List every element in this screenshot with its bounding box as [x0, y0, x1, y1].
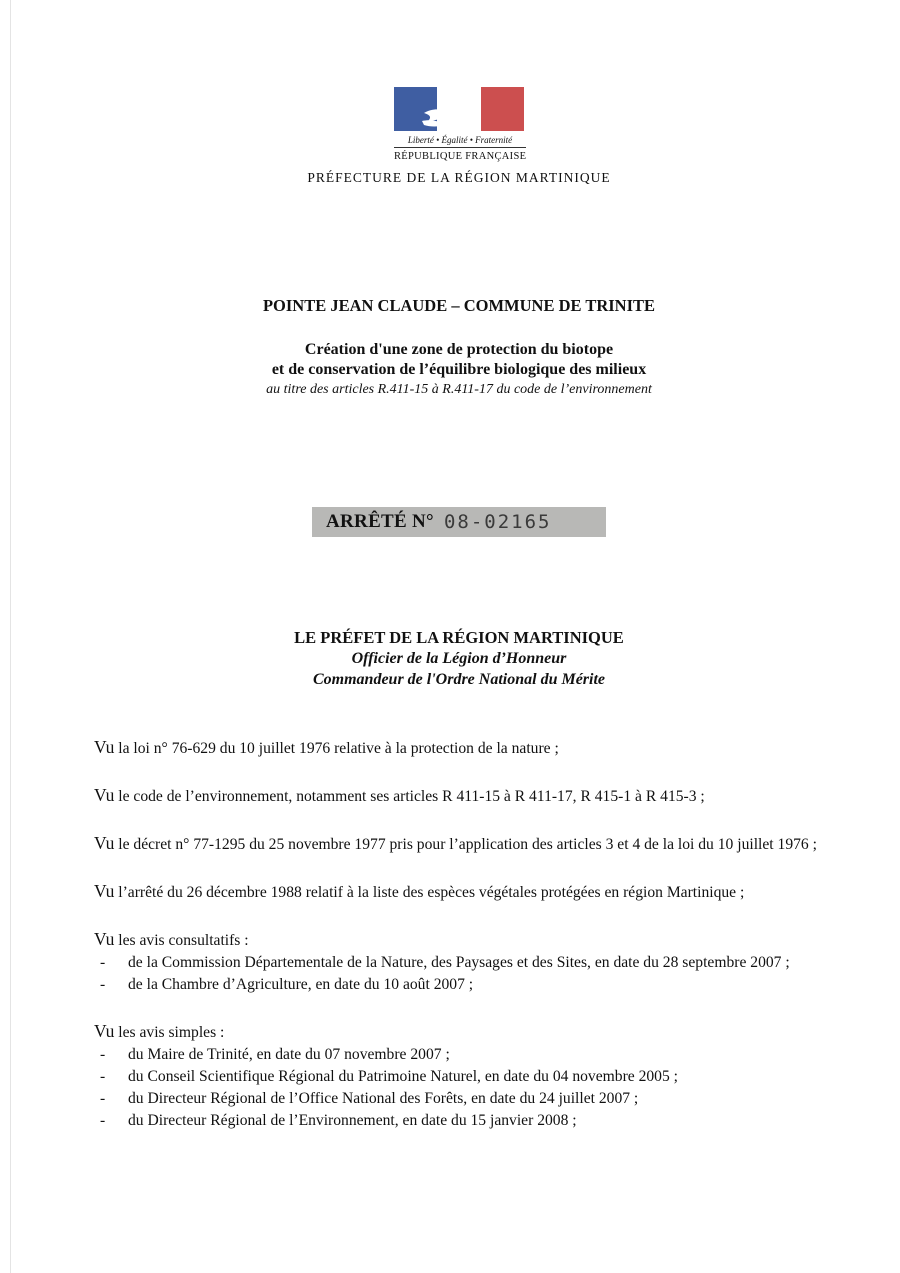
vu-word: Vu	[94, 1021, 115, 1041]
list-dash: -	[100, 1068, 106, 1085]
considerations-body	[94, 736, 826, 1132]
subtitle-line-2: et de conservation de l’équilibre biologique des milieux	[271, 361, 647, 378]
marianne-flag-icon	[394, 87, 524, 131]
vu-word: Vu	[94, 833, 115, 853]
consideration-text: la loi n° 76-629 du 10 juillet 1976 relative à la protection de la nature ;	[118, 740, 559, 757]
list-item	[94, 1044, 826, 1066]
list-item	[94, 1066, 826, 1088]
document-title: POINTE JEAN CLAUDE – COMMUNE DE TRINITE	[262, 296, 656, 315]
list-dash: -	[100, 1112, 106, 1129]
republic-logo	[394, 87, 526, 162]
consideration-2	[94, 784, 826, 808]
vu-word: Vu	[94, 881, 115, 901]
consideration-5	[94, 928, 826, 952]
list-dash: -	[100, 976, 106, 993]
consideration-text: l’arrêté du 26 décembre 1988 relatif à la liste des espèces végétales protégées en région Martinique ;	[118, 884, 745, 901]
consideration-4	[94, 880, 826, 904]
prefet-distinction-2: Commandeur de l'Ordre National du Mérite	[312, 671, 606, 688]
list-item	[94, 1088, 826, 1110]
arrete-label: ARRÊTÉ N°	[326, 511, 434, 532]
list-item-text: du Maire de Trinité, en date du 07 novembre 2007 ;	[128, 1046, 450, 1063]
list-item-text: de la Commission Départementale de la Nature, des Paysages et des Sites, en date du 28 septembre 2007 ;	[128, 954, 790, 971]
consideration-3	[94, 832, 826, 856]
prefet-distinction-1: Officier de la Légion d’Honneur	[351, 650, 567, 667]
consideration-1	[94, 736, 826, 760]
prefet-heading: LE PRÉFET DE LA RÉGION MARTINIQUE	[294, 628, 624, 647]
list-dash: -	[100, 1046, 106, 1063]
subtitle-reference: au titre des articles R.411-15 à R.411-17 du code de l’environnement	[266, 382, 652, 397]
list-item-text: du Conseil Scientifique Régional du Patrimoine Naturel, en date du 04 novembre 2005 ;	[128, 1068, 678, 1085]
consideration-6	[94, 1020, 826, 1044]
list-item-text: du Directeur Régional de l’Office National des Forêts, en date du 24 juillet 2007 ;	[128, 1090, 639, 1107]
prefecture-name: PRÉFECTURE DE LA RÉGION MARTINIQUE	[307, 170, 611, 185]
arrete-number: 08-02165	[443, 511, 552, 533]
republic-name: RÉPUBLIQUE FRANÇAISE	[394, 151, 527, 162]
vu-word: Vu	[94, 737, 115, 757]
consideration-text: les avis simples :	[118, 1024, 225, 1041]
document-subtitle	[0, 340, 900, 380]
list-item	[94, 974, 826, 996]
list-item	[94, 952, 826, 974]
arrete-number-stamp	[312, 507, 606, 537]
consideration-text: le décret n° 77-1295 du 25 novembre 1977 pris pour l’application des articles 3 et 4 de la loi du 10 juillet 1976 ;	[118, 836, 817, 853]
vu-word: Vu	[94, 929, 115, 949]
list-dash: -	[100, 1090, 106, 1107]
consideration-text: les avis consultatifs :	[118, 932, 249, 949]
list-item	[94, 1110, 826, 1132]
vu-word: Vu	[94, 785, 115, 805]
republic-motto: Liberté • Égalité • Fraternité	[394, 135, 526, 148]
list-dash: -	[100, 954, 106, 971]
list-item-text: du Directeur Régional de l’Environnement, en date du 15 janvier 2008 ;	[128, 1112, 577, 1129]
consideration-text: le code de l’environnement, notamment ses articles R 411-15 à R 411-17, R 415-1 à R 415-3 ;	[118, 788, 705, 805]
list-item-text: de la Chambre d’Agriculture, en date du 10 août 2007 ;	[128, 976, 474, 993]
subtitle-line-1: Création d'une zone de protection du biotope	[304, 341, 614, 358]
